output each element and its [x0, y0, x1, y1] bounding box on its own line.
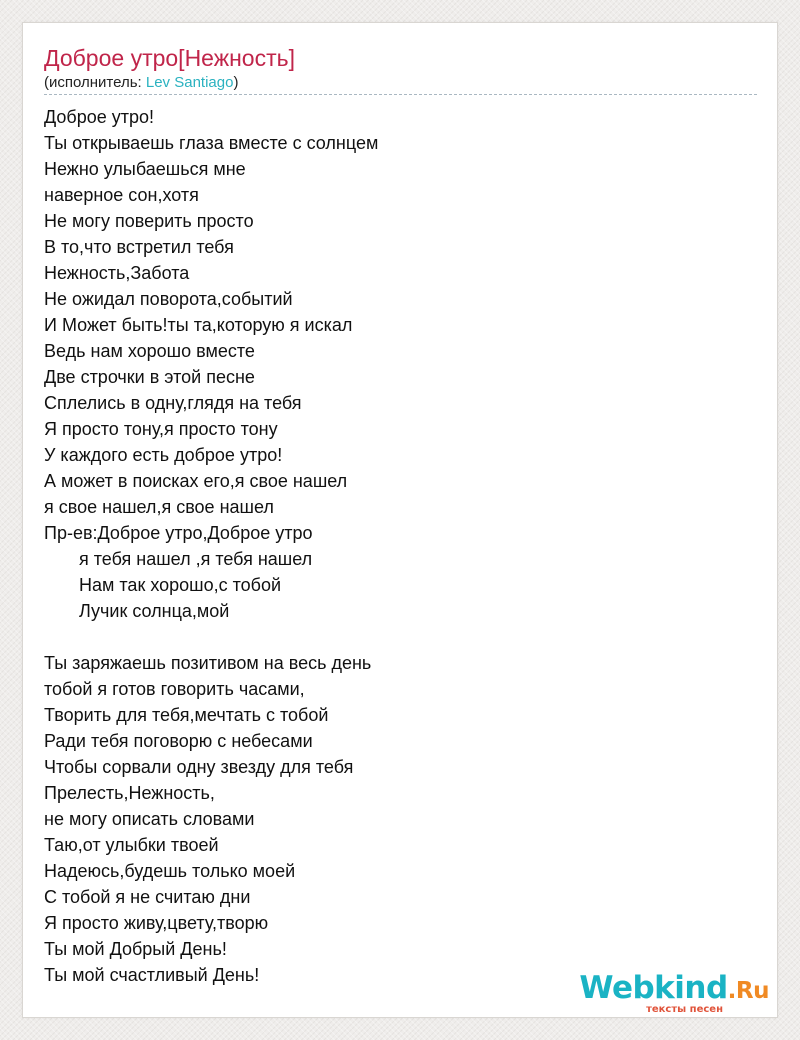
lyric-line: С тобой я не считаю дни	[44, 887, 251, 907]
lyric-line: Нежно улыбаешься мне	[44, 159, 246, 179]
lyric-line: не могу описать словами	[44, 809, 255, 829]
lyric-line: Ты открываешь глаза вместе с солнцем	[44, 133, 379, 153]
lyric-line: наверное сон,хотя	[44, 185, 199, 205]
watermark-tagline: тексты песен	[646, 1004, 723, 1015]
lyric-line: Чтобы сорвали одну звезду для тебя	[44, 757, 354, 777]
lyric-line: И Может быть!ты та,которую я искал	[44, 315, 353, 335]
lyric-line: Не ожидал поворота,событий	[44, 289, 293, 309]
lyric-line: Таю,от улыбки твоей	[44, 835, 219, 855]
watermark-tld: .Ru	[727, 978, 769, 1004]
lyric-line: Я просто живу,цвету,творю	[44, 913, 269, 933]
lyric-line: я свое нашел,я свое нашел	[44, 497, 274, 517]
lyric-line: Пр-ев:Доброе утро,Доброе утро	[44, 523, 313, 543]
lyric-line: Доброе утро!	[44, 107, 155, 127]
lyric-line: Я просто тону,я просто тону	[44, 419, 278, 439]
lyric-line: Надеюсь,будешь только моей	[44, 861, 296, 881]
lyric-line: Прелесть,Нежность,	[44, 783, 215, 803]
lyric-line: Две строчки в этой песне	[44, 367, 255, 387]
lyric-line: я тебя нашел ,я тебя нашел	[79, 549, 313, 569]
lyric-line: В то,что встретил тебя	[44, 237, 234, 257]
lyric-line: Нежность,Забота	[44, 263, 190, 283]
lyric-line	[44, 624, 744, 650]
artist-prefix: (исполнитель:	[44, 74, 146, 91]
artist-line	[44, 74, 238, 92]
title-divider	[44, 94, 757, 95]
lyric-line: Нам так хорошо,с тобой	[79, 575, 282, 595]
lyric-line: Ты заряжаешь позитивом на весь день	[44, 653, 372, 673]
lyric-line: Ведь нам хорошо вместе	[44, 341, 255, 361]
webkind-watermark	[579, 971, 769, 1015]
watermark-brand: Webkind	[579, 970, 728, 1006]
artist-link[interactable]: Lev Santiago	[145, 74, 234, 91]
lyric-line: тобой я готов говорить часами,	[44, 679, 305, 699]
lyric-line: Ты мой Добрый День!	[44, 939, 227, 959]
lyric-line: Лучик солнца,мой	[79, 601, 230, 621]
song-title: Доброе утро[Нежность]	[44, 45, 296, 71]
lyrics-body	[44, 104, 744, 988]
lyric-line: Ты мой счастливый День!	[44, 965, 260, 985]
watermark-logo	[579, 971, 769, 1008]
lyric-line: Не могу поверить просто	[44, 211, 254, 231]
artist-suffix: )	[233, 74, 239, 91]
lyric-line: А может в поисках его,я свое нашел	[44, 471, 348, 491]
lyric-line: У каждого есть доброе утро!	[44, 445, 283, 465]
lyric-line: Ради тебя поговорю с небесами	[44, 731, 313, 751]
lyrics-page	[22, 22, 778, 1018]
lyric-line: Сплелись в одну,глядя на тебя	[44, 393, 302, 413]
lyric-line: Творить для тебя,мечтать с тобой	[44, 705, 329, 725]
